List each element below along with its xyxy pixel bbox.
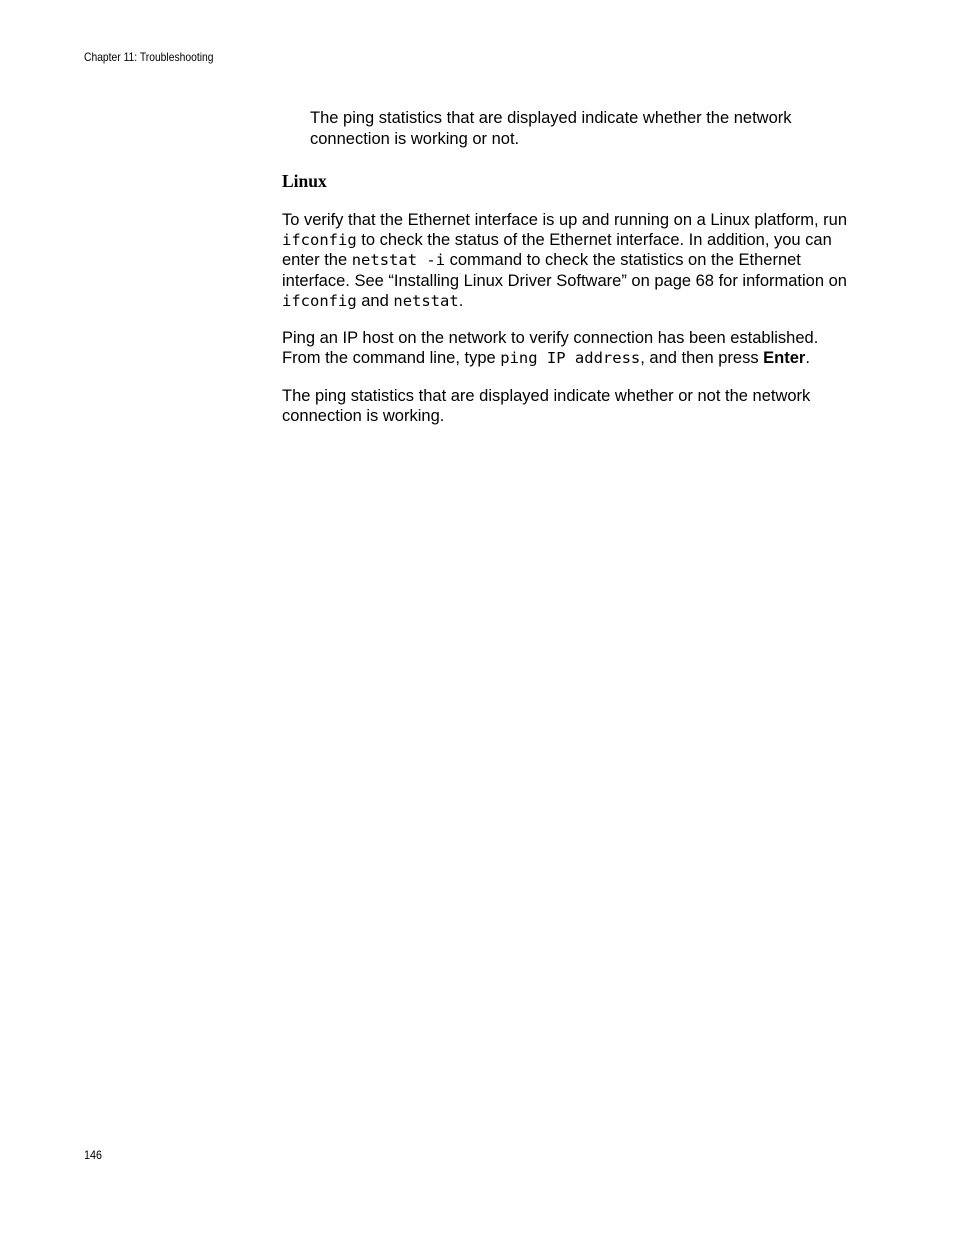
code-netstat: netstat bbox=[393, 291, 459, 310]
text-run: . bbox=[805, 349, 810, 368]
text-run: and bbox=[356, 291, 394, 310]
text-run: to check the status of the Ethernet interface. In addition, you can enter the bbox=[282, 231, 832, 270]
linux-paragraph-2 bbox=[282, 328, 852, 368]
text-run: . bbox=[458, 291, 464, 310]
page-number: 146 bbox=[84, 1148, 103, 1162]
linux-paragraph-1 bbox=[282, 210, 852, 311]
linux-paragraph-3: The ping statistics that are displayed indicate whether or not the network connection is working. bbox=[282, 387, 811, 426]
code-ifconfig: ifconfig bbox=[282, 231, 357, 250]
running-header: Chapter 11: Troubleshooting bbox=[84, 50, 214, 64]
section-heading-linux: Linux bbox=[282, 171, 327, 191]
intro-paragraph: The ping statistics that are displayed indicate whether the network connection is working or not. bbox=[310, 109, 792, 148]
text-run: To verify that the Ethernet interface is up and running on a Linux platform, run bbox=[282, 211, 847, 229]
text-run: , and then press bbox=[640, 349, 764, 368]
code-netstat-i: netstat -i bbox=[351, 251, 446, 270]
enter-key-label: Enter bbox=[763, 349, 806, 368]
text-run: command to check the statistics on the Ethernet interface. See “Installing Linux Driver Software” on page 68 for information on bbox=[282, 251, 847, 290]
text-run: Ping an IP host on the network to verify connection has been established. From the command line, type bbox=[282, 329, 819, 368]
code-ping-ip-address: ping IP address bbox=[500, 349, 641, 368]
code-ifconfig: ifconfig bbox=[282, 291, 357, 310]
